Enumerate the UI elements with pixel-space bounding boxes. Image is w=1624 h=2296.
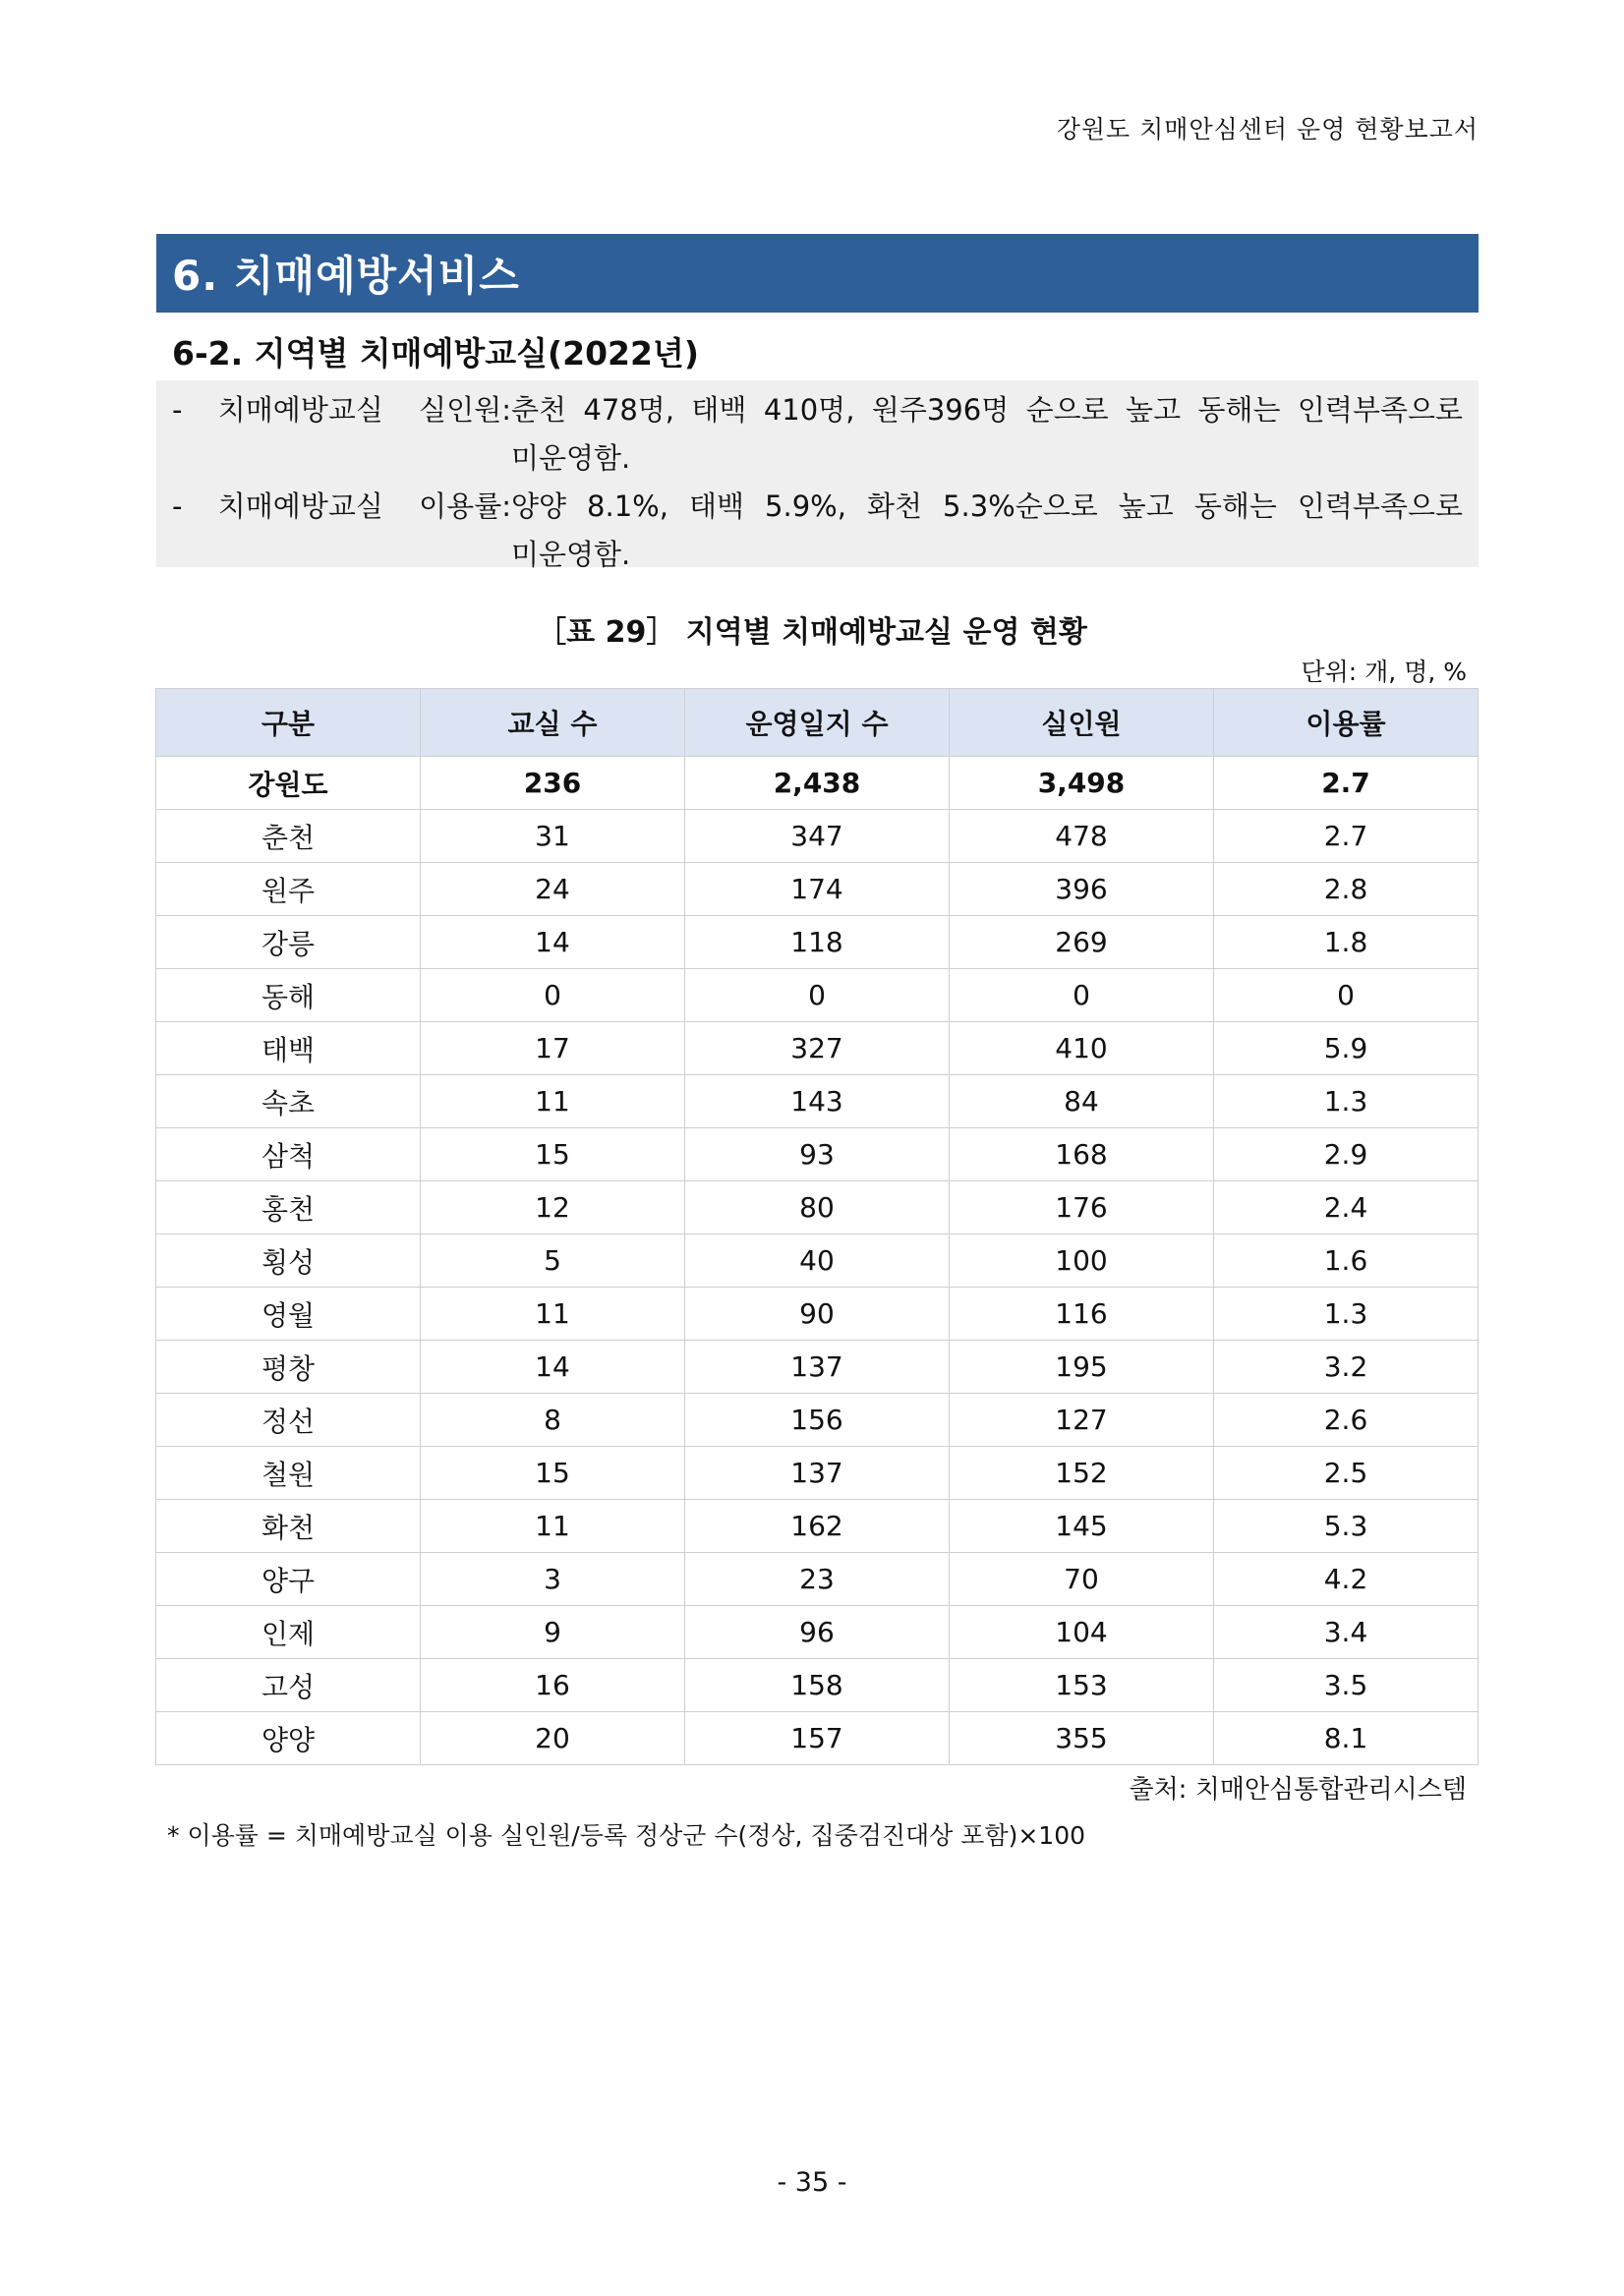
table-cell: 5.9 (1214, 1022, 1479, 1075)
table-row (156, 1181, 1479, 1234)
dementia-prevention-table (155, 688, 1479, 1765)
table-cell: 홍천 (156, 1181, 421, 1234)
table-row (156, 1394, 1479, 1447)
table-cell: 4.2 (1214, 1553, 1479, 1606)
section-heading: 6. 치매예방서비스 (156, 234, 1479, 313)
table-cell: 269 (950, 916, 1214, 969)
column-header: 운영일지 수 (685, 689, 950, 757)
table-cell: 23 (685, 1553, 950, 1606)
table-cell: 12 (421, 1181, 685, 1234)
table-cell: 9 (421, 1606, 685, 1659)
table-caption: ［표 29］ 지역별 치매예방교실 운영 현황 (537, 615, 1087, 650)
table-cell: 1.6 (1214, 1234, 1479, 1288)
table-footnote: * 이용률 = 치매예방교실 이용 실인원/등록 정상군 수(정상, 집중검진대상 포함)×100 (167, 1821, 1086, 1850)
column-header: 실인원 (950, 689, 1214, 757)
table-cell: 11 (421, 1288, 685, 1341)
column-header: 이용률 (1214, 689, 1479, 757)
table-row (156, 1447, 1479, 1500)
table-row (156, 863, 1479, 916)
table-cell: 횡성 (156, 1234, 421, 1288)
table-cell: 93 (685, 1128, 950, 1181)
table-cell: 원주 (156, 863, 421, 916)
table-row (156, 1128, 1479, 1181)
summary-bullet-continuation: 미운영함. (511, 538, 631, 571)
table-cell: 17 (421, 1022, 685, 1075)
table-cell: 14 (421, 1341, 685, 1394)
table-cell: 화천 (156, 1500, 421, 1553)
table-cell: 127 (950, 1394, 1214, 1447)
table-cell: 156 (685, 1394, 950, 1447)
table-cell: 0 (950, 969, 1214, 1022)
table-row (156, 1606, 1479, 1659)
table-row (156, 1288, 1479, 1341)
table-cell: 3.4 (1214, 1606, 1479, 1659)
table-cell: 137 (685, 1341, 950, 1394)
subsection-heading: 6-2. 지역별 치매예방교실(2022년) (172, 334, 699, 373)
table-cell: 16 (421, 1659, 685, 1712)
table-cell: 478 (950, 810, 1214, 863)
table-row (156, 1553, 1479, 1606)
table-cell: 327 (685, 1022, 950, 1075)
page-number: - 35 - (777, 2167, 847, 2198)
table-cell: 강릉 (156, 916, 421, 969)
summary-box (156, 380, 1479, 571)
table-cell: 영월 (156, 1288, 421, 1341)
table-cell: 평창 (156, 1341, 421, 1394)
document-header-title: 강원도 치매안심센터 운영 현황보고서 (1056, 115, 1479, 144)
column-header: 구분 (156, 689, 421, 757)
table-cell: 2.8 (1214, 863, 1479, 916)
table-cell: 31 (421, 810, 685, 863)
summary-bullet-continuation: 미운영함. (511, 441, 631, 475)
table-cell: 80 (685, 1181, 950, 1234)
table-cell: 양양 (156, 1712, 421, 1765)
table-row (156, 1341, 1479, 1394)
table-cell: 2.4 (1214, 1181, 1479, 1234)
table-cell: 2.9 (1214, 1128, 1479, 1181)
table-cell: 153 (950, 1659, 1214, 1712)
summary-bullet (172, 386, 1463, 483)
summary-bullet-text: 춘천 478명, 태백 410명, 원주396명 순으로 높고 동해는 인력부족으로 (511, 393, 1463, 427)
table-cell: 동해 (156, 969, 421, 1022)
table-cell: 104 (950, 1606, 1214, 1659)
table-cell: 2.7 (1214, 757, 1479, 810)
table-cell: 174 (685, 863, 950, 916)
table-cell: 11 (421, 1500, 685, 1553)
table-cell: 2.7 (1214, 810, 1479, 863)
table-cell: 2.6 (1214, 1394, 1479, 1447)
table-cell: 410 (950, 1022, 1214, 1075)
table-cell: 15 (421, 1128, 685, 1181)
table-cell: 20 (421, 1712, 685, 1765)
summary-bullet-text: 양양 8.1%, 태백 5.9%, 화천 5.3%순으로 높고 동해는 인력부족으로 (511, 489, 1463, 523)
summary-bullet-lead: - 치매예방교실 이용률: (172, 489, 511, 523)
table-body (156, 757, 1479, 1765)
table-row (156, 1500, 1479, 1553)
table-cell: 5.3 (1214, 1500, 1479, 1553)
table-cell: 84 (950, 1075, 1214, 1128)
table-cell: 3 (421, 1553, 685, 1606)
table-cell: 236 (421, 757, 685, 810)
table-cell: 15 (421, 1447, 685, 1500)
table-cell: 2,438 (685, 757, 950, 810)
table-cell: 삼척 (156, 1128, 421, 1181)
table-cell: 고성 (156, 1659, 421, 1712)
table-row (156, 969, 1479, 1022)
table-cell: 24 (421, 863, 685, 916)
table-cell: 396 (950, 863, 1214, 916)
table-unit-note: 단위: 개, 명, % (1301, 658, 1467, 686)
table-cell: 116 (950, 1288, 1214, 1341)
table-cell: 1.8 (1214, 916, 1479, 969)
table-row (156, 1712, 1479, 1765)
table-cell: 168 (950, 1128, 1214, 1181)
table-cell: 3.2 (1214, 1341, 1479, 1394)
table-cell: 속초 (156, 1075, 421, 1128)
table-cell: 3.5 (1214, 1659, 1479, 1712)
table-row (156, 1234, 1479, 1288)
table-cell: 태백 (156, 1022, 421, 1075)
table-cell: 195 (950, 1341, 1214, 1394)
table-cell: 143 (685, 1075, 950, 1128)
table-row (156, 1659, 1479, 1712)
table-cell: 강원도 (156, 757, 421, 810)
table-row (156, 1075, 1479, 1128)
table-cell: 0 (685, 969, 950, 1022)
table-cell: 70 (950, 1553, 1214, 1606)
table-cell: 1.3 (1214, 1288, 1479, 1341)
table-cell: 157 (685, 1712, 950, 1765)
table-row (156, 916, 1479, 969)
column-header: 교실 수 (421, 689, 685, 757)
table-cell: 3,498 (950, 757, 1214, 810)
table-cell: 양구 (156, 1553, 421, 1606)
table-source: 출처: 치매안심통합관리시스템 (1129, 1775, 1467, 1805)
table-cell: 137 (685, 1447, 950, 1500)
table-cell: 2.5 (1214, 1447, 1479, 1500)
table-cell: 8.1 (1214, 1712, 1479, 1765)
table-cell: 11 (421, 1075, 685, 1128)
table-row (156, 810, 1479, 863)
table-cell: 0 (1214, 969, 1479, 1022)
table-cell: 1.3 (1214, 1075, 1479, 1128)
table-cell: 355 (950, 1712, 1214, 1765)
table-cell: 152 (950, 1447, 1214, 1500)
table-cell: 162 (685, 1500, 950, 1553)
table-cell: 96 (685, 1606, 950, 1659)
table-cell: 158 (685, 1659, 950, 1712)
summary-bullet-lead: - 치매예방교실 실인원: (172, 393, 511, 427)
table-cell: 8 (421, 1394, 685, 1447)
table-header-row (156, 689, 1479, 757)
table-cell: 90 (685, 1288, 950, 1341)
table-cell: 춘천 (156, 810, 421, 863)
summary-bullet (172, 483, 1463, 579)
table-cell: 5 (421, 1234, 685, 1288)
table-cell: 인제 (156, 1606, 421, 1659)
table-cell: 176 (950, 1181, 1214, 1234)
table-total-row (156, 757, 1479, 810)
table-cell: 0 (421, 969, 685, 1022)
table-row (156, 1022, 1479, 1075)
table-cell: 347 (685, 810, 950, 863)
table-cell: 145 (950, 1500, 1214, 1553)
table-cell: 40 (685, 1234, 950, 1288)
table-cell: 118 (685, 916, 950, 969)
table-cell: 철원 (156, 1447, 421, 1500)
table-cell: 100 (950, 1234, 1214, 1288)
table-cell: 정선 (156, 1394, 421, 1447)
table-cell: 14 (421, 916, 685, 969)
